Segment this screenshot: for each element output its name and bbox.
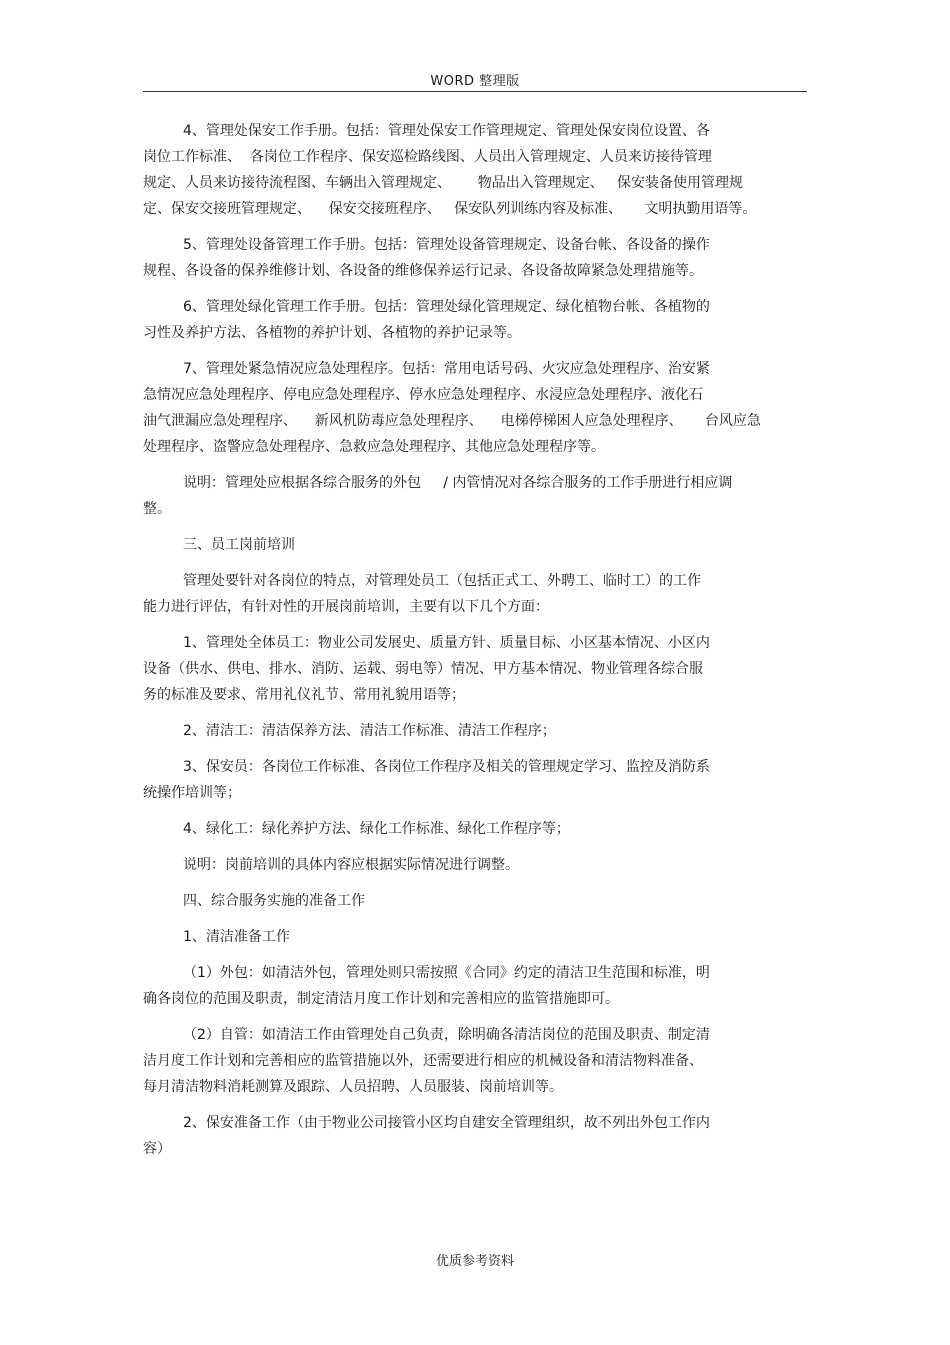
paragraph-line: 7、管理处紧急情况应急处理程序。包括：常用电话号码、火灾应急处理程序、治安紧 [183,361,710,377]
paragraph-line: 洁月度工作计划和完善相应的监管措施以外，还需要进行相应的机械设备和清洁物料准备、 [143,1053,703,1069]
paragraph [143,888,807,914]
paragraph-line: 管理处要针对各岗位的特点，对管理处员工（包括正式工、外聘工、临时工）的工作 [183,573,701,589]
paragraph-line: 4、绿化工：绿化养护方法、绿化工作标准、绿化工作程序等； [183,821,570,837]
paragraph-line: 处理程序、盗警应急处理程序、急救应急处理程序、其他应急处理程序等。 [143,439,605,455]
page-header: WORD 整理版 [430,74,520,89]
paragraph [143,754,807,806]
paragraph-line: 每月清洁物料消耗测算及跟踪、人员招聘、人员服装、岗前培训等。 [143,1079,563,1095]
paragraph [143,1110,807,1162]
page-footer: 优质参考资料 [435,1254,514,1269]
paragraph [143,294,807,346]
paragraph [143,924,807,950]
header-divider [143,91,807,92]
document-body [143,118,807,1172]
paragraph [143,532,807,558]
paragraph-line: 油气泄漏应急处理程序、 新风机防毒应急处理程序、 电梯停梯困人应急处理程序、 台风应急 [143,413,761,429]
paragraph-line: 说明：管理处应根据各综合服务的外包 / 内管情况对各综合服务的工作手册进行相应调 [183,475,733,491]
paragraph [143,960,807,1012]
paragraph-line: 统操作培训等； [143,785,241,801]
paragraph-line: （1）外包：如清洁外包，管理处则只需按照《合同》约定的清洁卫生范围和标准，明 [183,965,710,981]
paragraph-line: 容） [143,1141,171,1157]
paragraph-line: 能力进行评估，有针对性的开展岗前培训，主要有以下几个方面： [143,599,549,615]
paragraph [143,630,807,708]
paragraph [143,118,807,222]
paragraph [143,816,807,842]
paragraph-line: 务的标准及要求、常用礼仪礼节、常用礼貌用语等； [143,687,465,703]
paragraph-line: 急情况应急处理程序、停电应急处理程序、停水应急处理程序、水浸应急处理程序、液化石 [143,387,703,403]
paragraph-line: 1、管理处全体员工：物业公司发展史、质量方针、质量目标、小区基本情况、小区内 [183,635,710,651]
paragraph-line: 3、保安员：各岗位工作标准、各岗位工作程序及相关的管理规定学习、监控及消防系 [183,759,710,775]
paragraph [143,718,807,744]
paragraph-line: （2）自管：如清洁工作由管理处自己负责，除明确各清洁岗位的范围及职责、制定清 [183,1027,710,1043]
paragraph-line: 2、清洁工：清洁保养方法、清洁工作标准、清洁工作程序； [183,723,556,739]
paragraph-line: 规程、各设备的保养维修计划、各设备的维修保养运行记录、各设备故障紧急处理措施等。 [143,263,703,279]
paragraph-line: 习性及养护方法、各植物的养护计划、各植物的养护记录等。 [143,325,521,341]
paragraph-line: 设备（供水、供电、排水、消防、运载、弱电等）情况、甲方基本情况、物业管理各综合服 [143,661,703,677]
paragraph-line: 确各岗位的范围及职责，制定清洁月度工作计划和完善相应的监管措施即可。 [143,991,619,1007]
paragraph-line: 四、综合服务实施的准备工作 [183,893,365,909]
paragraph-line: 规定、人员来访接待流程图、车辆出入管理规定、 物品出入管理规定、 保安装备使用管理规 [143,175,744,191]
paragraph [143,1022,807,1100]
paragraph [143,232,807,284]
paragraph [143,356,807,460]
paragraph-line: 岗位工作标准、 各岗位工作程序、保安巡检路线图、人员出入管理规定、人员来访接待管理 [143,149,712,165]
paragraph [143,852,807,878]
paragraph-line: 说明：岗前培训的具体内容应根据实际情况进行调整。 [183,857,519,873]
paragraph-line: 定、保安交接班管理规定、 保安交接班程序、 保安队列训练内容及标准、 文明执勤用语等。 [143,201,757,217]
paragraph-line: 整。 [143,501,171,517]
paragraph [143,568,807,620]
paragraph-line: 三、员工岗前培训 [183,537,295,553]
paragraph-line: 5、管理处设备管理工作手册。包括：管理处设备管理规定、设备台帐、各设备的操作 [183,237,710,253]
paragraph-line: 2、保安准备工作（由于物业公司接管小区均自建安全管理组织，故不列出外包工作内 [183,1115,710,1131]
paragraph-line: 6、管理处绿化管理工作手册。包括：管理处绿化管理规定、绿化植物台帐、各植物的 [183,299,710,315]
paragraph-line: 4、管理处保安工作手册。包括：管理处保安工作管理规定、管理处保安岗位设置、各 [183,123,710,139]
paragraph-line: 1、清洁准备工作 [183,929,290,945]
paragraph [143,470,807,522]
